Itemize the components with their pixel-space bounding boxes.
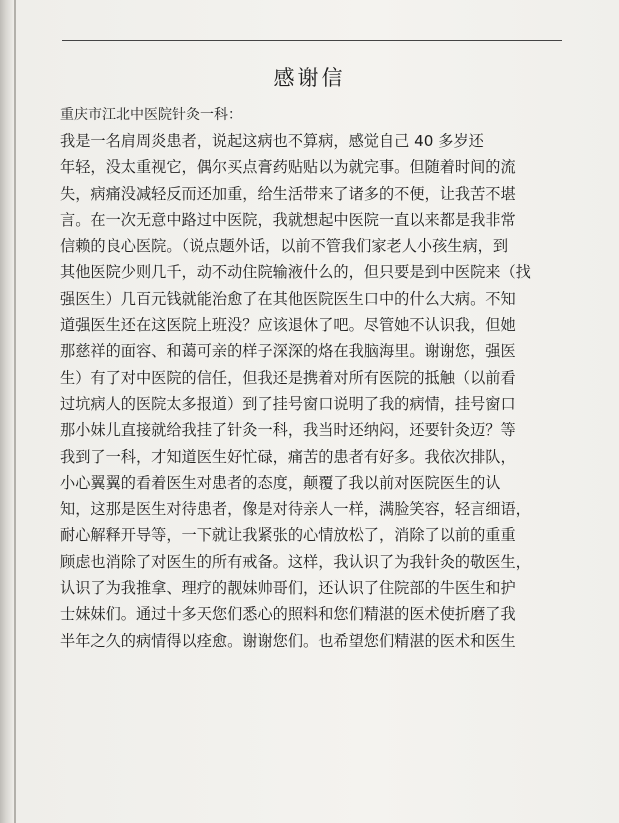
- body-line: 失，病痛没减轻反而还加重，给生活带来了诸多的不便，让我苦不堪: [60, 184, 516, 203]
- body-line: 生）有了对中医院的信任，但我还是携着对所有医院的抵触（以前看: [60, 368, 516, 387]
- letter-body: [60, 128, 590, 654]
- body-line: 我是一名肩周炎患者，说起这病也不算病，感觉自己 40 多岁还: [60, 132, 484, 150]
- body-line: 我到了一科，才知道医生好忙碌，痛苦的患者有好多。我依次排队，: [60, 447, 516, 466]
- body-line: 道强医生还在这医院上班没？应该退休了吧。尽管她不认识我，但她: [60, 316, 516, 335]
- body-line: 年轻，没太重视它，偶尔买点膏药贴贴以为就完事。但随着时间的流: [60, 158, 516, 177]
- body-line: 强医生）几百元钱就能治愈了在其他医院医生口中的什么大病。不知: [60, 289, 516, 308]
- body-line: 其他医院少则几千，动不动住院输液什么的，但只要是到中医院来（找: [60, 263, 531, 282]
- body-line: 那小妹儿直接就给我挂了针灸一科，我当时还纳闷，还要针灸迈？等: [60, 421, 516, 440]
- body-line: 知，这那是医生对待患者，像是对待亲人一样，满脸笑容，轻言细语，: [60, 500, 531, 519]
- salutation: 重庆市江北中医院针灸一科：: [60, 107, 242, 123]
- body-line: 信赖的良心医院。（说点题外话，以前不管我们家老人小孩生病，到: [60, 237, 509, 256]
- body-line: 半年之久的病情得以痊愈。谢谢您们。也希望您们精湛的医术和医生: [60, 631, 516, 650]
- body-line: 认识了为我推拿、理疗的靓妹帅哥们，还认识了住院部的牛医生和护: [60, 579, 516, 598]
- page-edge-shadow: [14, 0, 16, 823]
- body-line: 士妹妹们。通过十多天您们悉心的照料和您们精湛的医术使折磨了我: [60, 605, 516, 624]
- body-line: 顾虑也消除了对医生的所有戒备。这样，我认识了为我针灸的敬医生，: [60, 552, 531, 571]
- body-line: 小心翼翼的看着医生对患者的态度，颠覆了我以前对医院医生的认: [60, 473, 501, 492]
- body-line: 过坑病人的医院太多报道）到了挂号窗口说明了我的病情，挂号窗口: [60, 394, 516, 413]
- body-line: 言。在一次无意中路过中医院，我就想起中医院一直以来都是我非常: [60, 210, 516, 229]
- body-line: 耐心解释开导等，一下就让我紧张的心情放松了，消除了以前的重重: [60, 526, 516, 545]
- header-rule: [62, 40, 562, 41]
- letter-title: 感谢信: [273, 66, 346, 90]
- body-line: 那慈祥的面容、和蔼可亲的样子深深的烙在我脑海里。谢谢您，强医: [60, 342, 516, 361]
